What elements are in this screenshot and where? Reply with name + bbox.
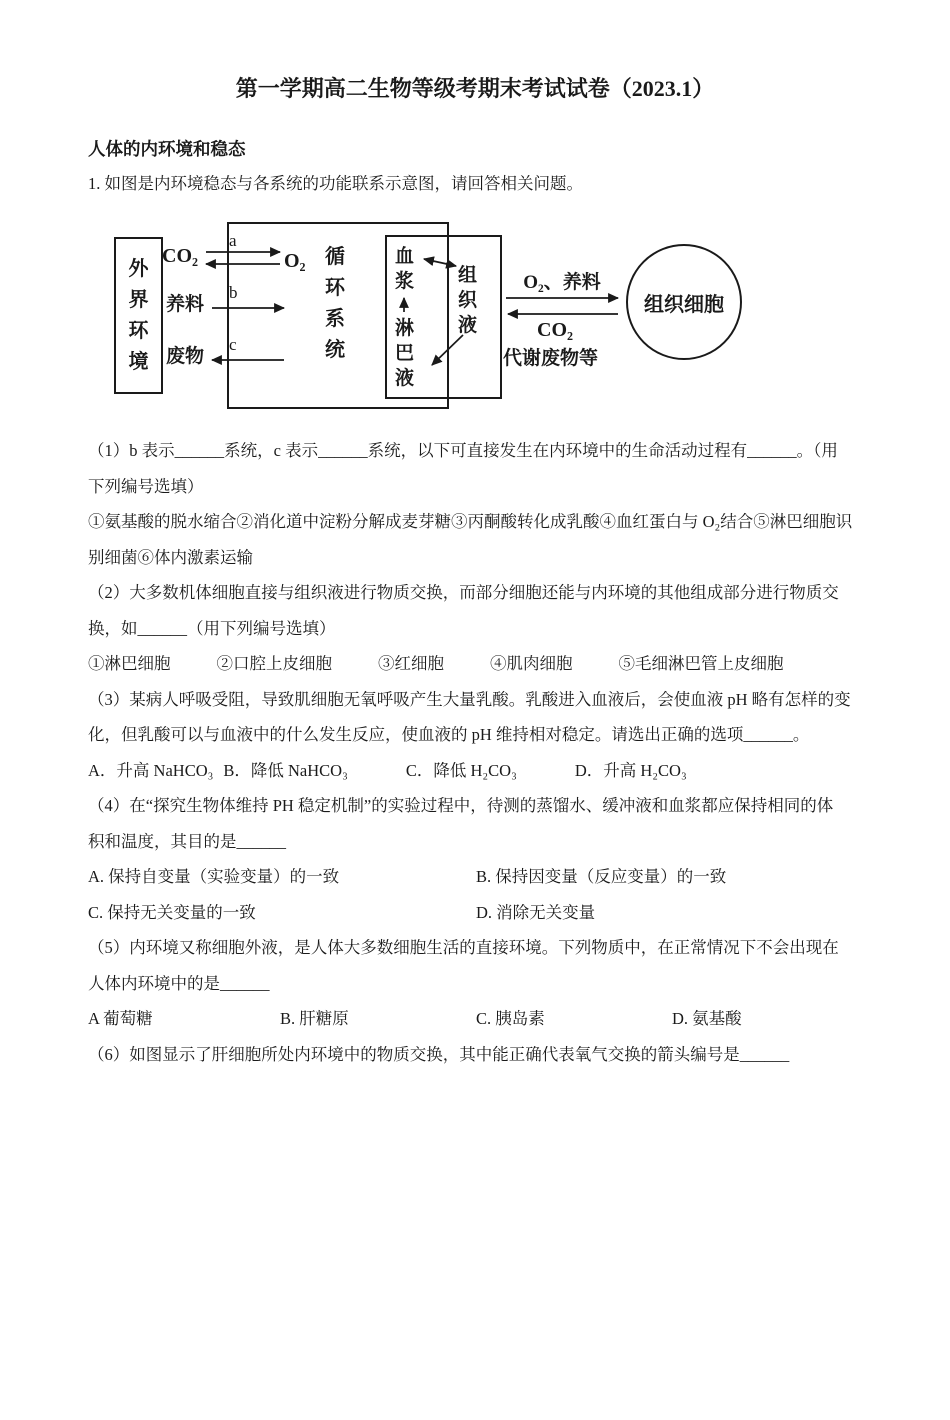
q1-line-1: （1）b 表示______系统，c 表示______系统，以下可直接发生在内环境中的生命活动过程有______。（用 — [88, 441, 838, 460]
arrow-b-letter: b — [229, 283, 238, 302]
q2-option-2: ②口腔上皮细胞 — [216, 654, 332, 673]
q4-options-grid — [88, 859, 862, 930]
q1-line-2: 下列编号选填） — [88, 476, 204, 496]
o2-nutrients-label: O₂、养料 — [523, 272, 601, 293]
tissue-fluid-label: 组织液 — [457, 265, 477, 336]
internal-environment-diagram — [0, 210, 950, 415]
circulatory-system-label: 循环系统 — [325, 246, 345, 361]
q3-option-c: C．降低 H₂CO₃ — [405, 760, 517, 780]
metabolic-waste-label: 代谢废物等 — [503, 348, 599, 369]
q3-line-2: 化，但乳酸可以与血液中的什么发生反应，使血液的 pH 维持相对稳定。请选出正确的选项______。 — [88, 725, 810, 744]
section-heading: 人体的内环境和稳态 — [88, 139, 246, 159]
q4-line-1: （4）在“探究生物体维持 PH 稳定机制”的实验过程中，待测的蒸馏水、缓冲液和血浆都应保持相同的体 — [88, 796, 834, 815]
page-title: 第一学期高二生物等级考期末考试试卷（2023.1） — [235, 76, 715, 101]
q2-options-row — [88, 646, 862, 682]
q3-option-d: D．升高 H₂CO₃ — [574, 760, 687, 780]
q5-options-row — [88, 1001, 862, 1037]
lymph-label: 淋巴液 — [394, 318, 414, 389]
tissue-cells-circle — [626, 244, 742, 360]
q5-option-a: A 葡萄糖 — [88, 1009, 153, 1028]
external-environment-label: 外界环境 — [128, 257, 149, 373]
q5-line-1: （5）内环境又称细胞外液，是人体大多数细胞生活的直接环境。下列物质中，在正常情况下不会出现在 — [88, 938, 839, 957]
q5-option-d: D. 氨基酸 — [672, 1009, 742, 1028]
o2-left-label: O₂ — [284, 250, 306, 272]
co2-right-label: CO₂ — [537, 319, 573, 341]
q2-line-1: （2）大多数机体细胞直接与组织液进行物质交换，而部分细胞还能与内环境的其他组成部分进行物质交 — [88, 583, 839, 602]
q4-option-a: A. 保持自变量（实验变量）的一致 — [88, 867, 340, 886]
q2-option-5: ⑤毛细淋巴管上皮细胞 — [618, 654, 784, 673]
tissue-cells-label: 组织细胞 — [644, 293, 724, 316]
q6-line-1: （6）如图显示了肝细胞所处内环境中的物质交换，其中能正确代表氧气交换的箭头编号是______ — [88, 1044, 790, 1064]
q4-option-c: C. 保持无关变量的一致 — [88, 902, 256, 922]
q3-line-1: （3）某病人呼吸受阻，导致肌细胞无氧呼吸产生大量乳酸。乳酸进入血液后，会使血液 pH 略有怎样的变 — [88, 689, 851, 709]
exam-page — [0, 76, 950, 1072]
external-environment-box — [114, 237, 163, 394]
q2-line-2: 换，如______（用下列编号选填） — [88, 618, 336, 638]
q2-option-3: ③红细胞 — [378, 654, 444, 673]
questions — [88, 433, 862, 1072]
q3-option-a: A．升高 NaHCO₃ — [88, 760, 214, 780]
q4-option-b: B. 保持因变量（反应变量）的一致 — [476, 867, 727, 886]
nutrients-label: 养料 — [166, 294, 205, 315]
q1-choices-line-2: 别细菌⑥体内激素运输 — [88, 547, 253, 567]
co2-left-label: CO₂ — [162, 245, 198, 267]
arrow-c-letter: c — [229, 335, 237, 354]
question-1-intro: 1. 如图是内环境稳态与各系统的功能联系示意图，请回答相关问题。 — [88, 174, 583, 193]
q4-option-d: D. 消除无关变量 — [476, 902, 596, 922]
q5-line-2: 人体内环境中的是______ — [88, 973, 270, 993]
q5-option-c: C. 胰岛素 — [476, 1009, 545, 1028]
q4-line-2: 积和温度，其目的是______ — [88, 831, 286, 851]
q3-option-b: B．降低 NaHCO₃ — [223, 760, 348, 780]
arrow-a-letter: a — [229, 231, 237, 250]
waste-label: 废物 — [166, 346, 205, 367]
q1-choices-line-1: ①氨基酸的脱水缩合②消化道中淀粉分解成麦芽糖③丙酮酸转化成乳酸④血红蛋白与 O₂结合⑤淋巴细胞识 — [88, 512, 853, 531]
plasma-label: 血浆 — [394, 246, 414, 292]
q5-option-b: B. 肝糖原 — [280, 1009, 349, 1028]
q3-options-row — [88, 753, 862, 789]
q2-option-1: ①淋巴细胞 — [88, 654, 171, 673]
q2-option-4: ④肌肉细胞 — [490, 654, 573, 673]
